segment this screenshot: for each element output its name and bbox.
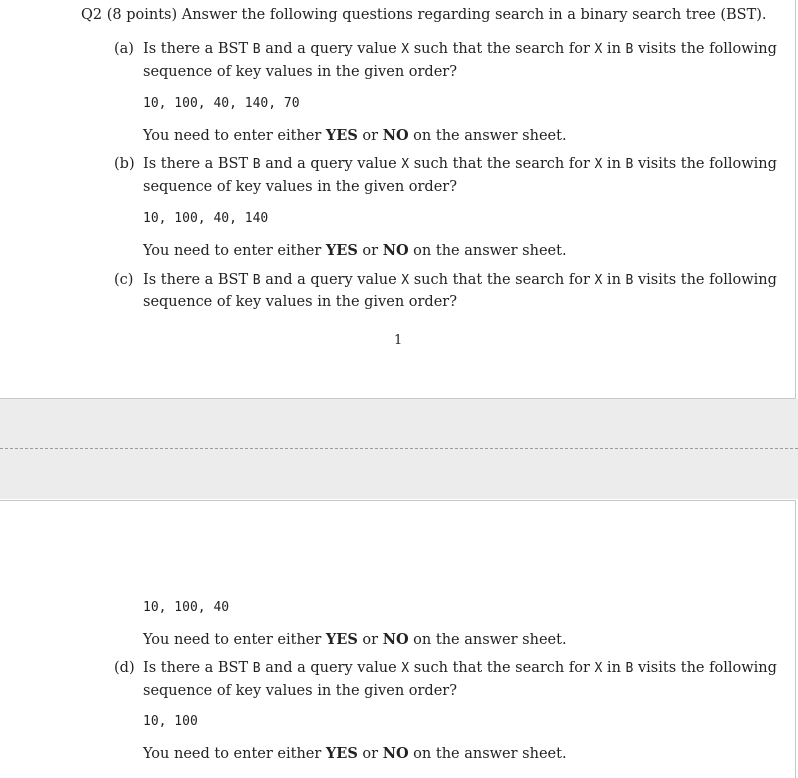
part-d-question-line1: Is there a BST B and a query value X such that the search for X in B visits the following: [143, 660, 777, 676]
part-d-sequence: 10, 100: [143, 714, 198, 729]
part-a-question-line2: sequence of key values in the given order?: [143, 64, 458, 80]
part-b-answer-instruction: You need to enter either YES or NO on the answer sheet.: [143, 242, 567, 259]
page-gap: [0, 399, 798, 499]
part-c-sequence: 10, 100, 40: [143, 600, 230, 615]
part-c-label: (c): [114, 272, 134, 288]
page-break-divider: [0, 448, 798, 449]
part-a-question-line1: Is there a BST B and a query value X such that the search for X in B visits the following: [143, 41, 777, 57]
part-a-sequence: 10, 100, 40, 140, 70: [143, 96, 300, 111]
part-d-label: (d): [114, 660, 135, 676]
part-c-answer-instruction: You need to enter either YES or NO on the answer sheet.: [143, 631, 567, 648]
part-c-question-line1: Is there a BST B and a query value X such that the search for X in B visits the following: [143, 272, 777, 288]
part-b-label: (b): [114, 156, 135, 172]
part-b-question-line1: Is there a BST B and a query value X such that the search for X in B visits the following: [143, 156, 777, 172]
part-b-question-line2: sequence of key values in the given order?: [143, 179, 458, 195]
question-header: Q2 (8 points) Answer the following questions regarding search in a binary search tree (BST).: [81, 7, 767, 23]
part-d-question-line2: sequence of key values in the given order?: [143, 683, 458, 699]
part-d-answer-instruction: You need to enter either YES or NO on the answer sheet.: [143, 745, 567, 762]
part-b-sequence: 10, 100, 40, 140: [143, 211, 269, 226]
page-number: 1: [394, 333, 403, 348]
part-a-label: (a): [114, 41, 134, 57]
part-a-answer-instruction: You need to enter either YES or NO on the answer sheet.: [143, 127, 567, 144]
page-2: [0, 500, 796, 778]
part-c-question-line2: sequence of key values in the given order?: [143, 294, 458, 310]
